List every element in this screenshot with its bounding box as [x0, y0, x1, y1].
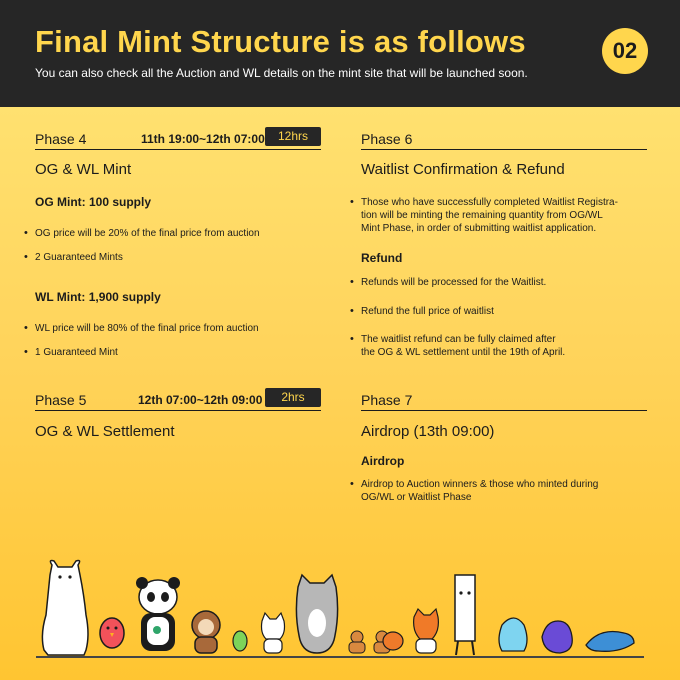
- refund-bullet-3-line2: the OG & WL settlement until the 19th of April.: [361, 347, 566, 358]
- phase4-time: 11th 19:00~12th 07:00: [141, 132, 265, 146]
- page-number-badge: 02: [602, 28, 648, 74]
- airdrop-heading: Airdrop: [361, 454, 405, 468]
- phase4-header: [35, 130, 321, 150]
- phase6-title: Waitlist Confirmation & Refund: [361, 161, 565, 178]
- character-lineup: [0, 555, 680, 680]
- orange-blob-character: [383, 632, 403, 650]
- blue-blob-character: [499, 618, 527, 651]
- phase6-header: [361, 130, 647, 150]
- phase7-title: Airdrop (13th 09:00): [361, 423, 495, 440]
- white-cat-character: [262, 613, 285, 653]
- og-bullet-1: • OG price will be 20% of the final price from auction: [35, 227, 260, 240]
- fox-character: [414, 609, 439, 653]
- page-subtitle: You can also check all the Auction and WL details on the mint site that will be launched soon.: [35, 66, 528, 80]
- airdrop-bullet: [361, 478, 598, 504]
- phase5-duration-pill: 2hrs: [265, 388, 321, 407]
- wl-bullet-2: • 1 Guaranteed Mint: [35, 346, 118, 359]
- waitlist-bullet-line2: tion will be minting the remaining quantity from OG/WL: [361, 210, 603, 221]
- phase4-duration-pill: 12hrs: [265, 127, 321, 146]
- purple-blob-character: [542, 621, 572, 653]
- refund-bullet-2: • Refund the full price of waitlist: [361, 305, 494, 318]
- brown-bear-character: [192, 611, 220, 653]
- phase5-name: Phase 5: [35, 392, 87, 408]
- airdrop-bullet-line1: • Airdrop to Auction winners & those who minted during: [361, 479, 599, 490]
- alpaca-character: [42, 561, 88, 656]
- white-rectangle-character: [455, 575, 475, 655]
- waitlist-bullet-line3: Mint Phase, in order of submitting waitlist application.: [361, 223, 597, 234]
- refund-heading: Refund: [361, 251, 403, 265]
- blue-dolphin-character: [586, 632, 634, 652]
- airdrop-bullet-line2: OG/WL or Waitlist Phase: [361, 492, 472, 503]
- phase5-time: 12th 07:00~12th 09:00: [138, 393, 263, 407]
- green-sprout-character: [233, 631, 247, 651]
- refund-bullet-3: [361, 333, 565, 359]
- grey-cat-character: [296, 575, 337, 653]
- refund-bullet-1: • Refunds will be processed for the Waitlist.: [361, 276, 546, 289]
- phase4-title: OG & WL Mint: [35, 161, 132, 178]
- refund-bullet-3-line1: • The waitlist refund can be fully claimed after: [361, 334, 556, 345]
- phase4-name: Phase 4: [35, 131, 87, 147]
- wl-bullet-1: • WL price will be 80% of the final price from auction: [35, 322, 259, 335]
- page-title: Final Mint Structure is as follows: [35, 24, 526, 59]
- og-mint-heading: OG Mint: 100 supply: [35, 195, 152, 209]
- phase6-name: Phase 6: [361, 131, 413, 147]
- panda-character: [136, 577, 180, 651]
- phase5-title: OG & WL Settlement: [35, 423, 175, 440]
- og-bullet-2: • 2 Guaranteed Mints: [35, 251, 123, 264]
- phase5-header: [35, 391, 321, 411]
- red-bird-character: [100, 618, 124, 648]
- waitlist-bullet: [361, 196, 618, 235]
- header-banner: [0, 0, 680, 107]
- waitlist-bullet-line1: • Those who have successfully completed Waitlist Registra-: [361, 197, 618, 208]
- ground-line: [36, 656, 644, 658]
- phase7-header: [361, 391, 647, 411]
- phase7-name: Phase 7: [361, 392, 413, 408]
- wl-mint-heading: WL Mint: 1,900 supply: [35, 290, 161, 304]
